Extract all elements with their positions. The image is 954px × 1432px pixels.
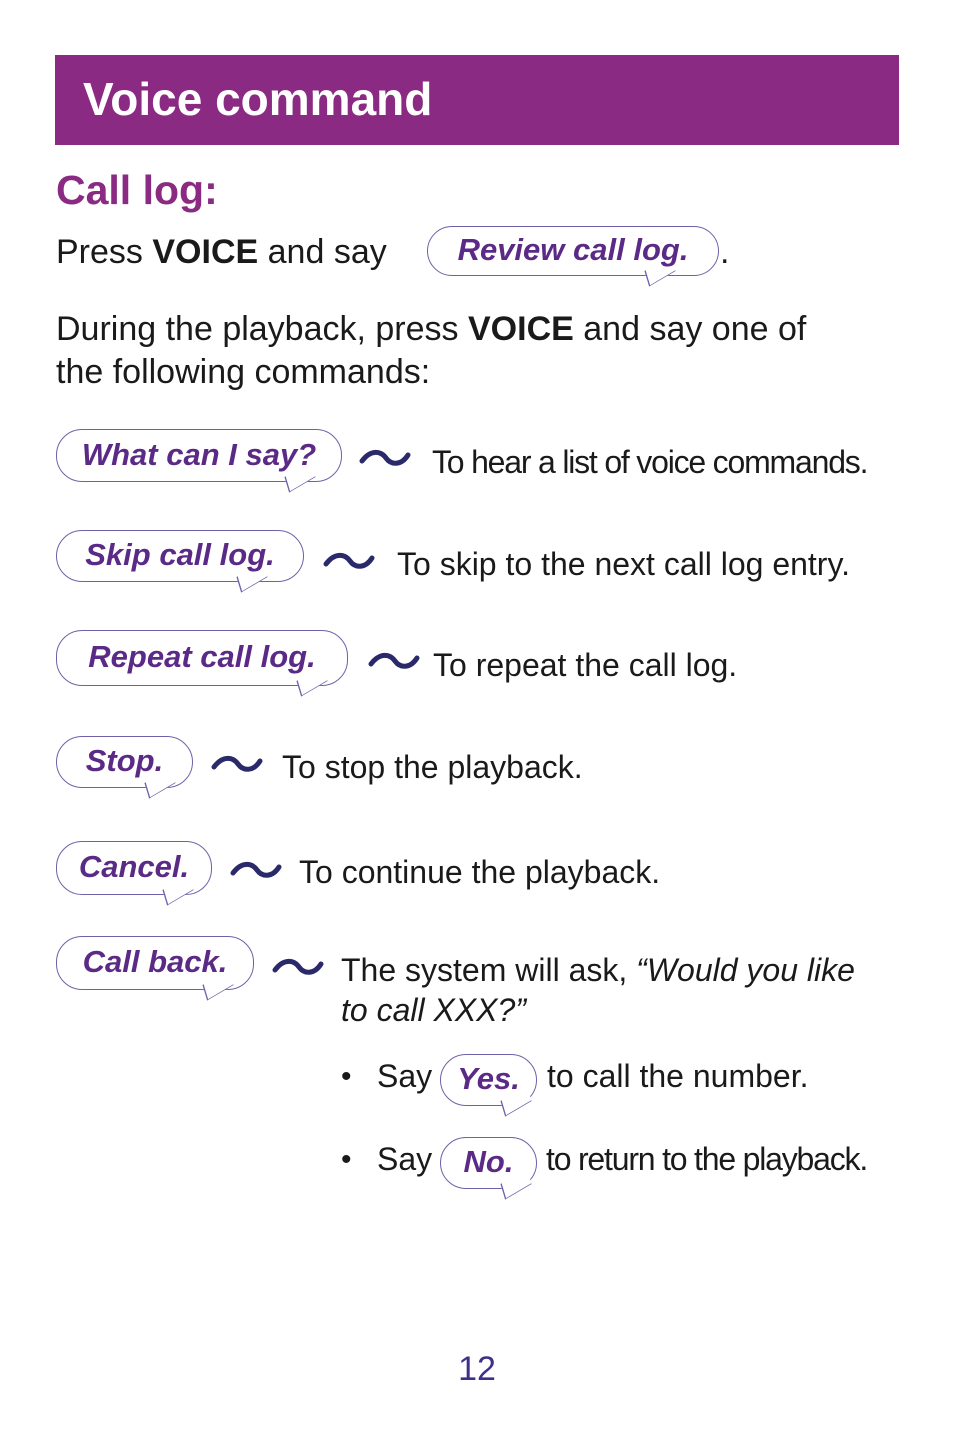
during-part2: and say one of [583,310,807,348]
command-description: To hear a list of voice commands. [432,444,868,480]
during-voice-key: VOICE [468,310,574,348]
command-description: To repeat the call log. [433,647,738,683]
description-quote-2: to call XXX?” [341,992,526,1028]
tilde-icon [323,550,375,572]
intro-command: Review call log. [457,232,689,267]
intro-voice-key: VOICE [152,233,259,271]
speech-bubble-icon [56,936,254,990]
description-lead: The system will ask, [341,952,628,988]
page-title: Voice command [83,73,433,125]
tilde-icon [272,956,324,978]
command-phrase: Cancel. [78,849,190,884]
command-description: To skip to the next call log entry. [397,546,850,582]
option-say: Say [377,1141,433,1177]
speech-bubble-icon [56,530,304,582]
description-quote-1: “Would you like [636,952,855,988]
intro-line [56,231,387,273]
header-bar [55,55,899,145]
speech-bubble-icon [56,841,212,895]
option-phrase: Yes. [457,1061,520,1096]
speech-bubble-icon [56,630,348,686]
section-title: Call log: [56,167,218,213]
option-phrase: No. [463,1144,514,1179]
option-description: to call the number. [547,1058,809,1094]
intro-and-say: and say [267,233,387,271]
command-phrase: Skip call log. [85,537,275,572]
command-phrase: Call back. [82,944,228,979]
speech-bubble-icon [56,736,193,788]
during-part1: During the playback, press [56,310,459,348]
page-number: 12 [458,1350,496,1388]
command-description-line-1 [341,950,855,990]
tilde-icon [230,859,282,881]
command-description: To continue the playback. [299,854,661,890]
command-description-line-2 [341,990,526,1030]
option-description: to return to the playback. [546,1141,868,1177]
intro-period: . [720,233,730,271]
speech-bubble-icon [440,1054,537,1106]
tilde-icon [368,650,420,672]
speech-bubble-icon [427,226,719,276]
speech-bubble-icon [440,1137,537,1189]
command-description: To stop the playback. [282,749,583,785]
command-phrase: Stop. [85,743,164,778]
bullet: • [341,1143,352,1176]
intro-press: Press [56,233,143,271]
bullet: • [341,1060,352,1093]
during-line-1 [56,308,806,350]
tilde-icon [211,753,263,775]
tilde-icon [359,447,411,469]
during-line-2: the following commands: [56,353,431,391]
command-phrase: Repeat call log. [88,639,316,674]
speech-bubble-icon [56,429,342,482]
command-phrase: What can I say? [81,437,317,472]
option-say: Say [377,1058,433,1094]
